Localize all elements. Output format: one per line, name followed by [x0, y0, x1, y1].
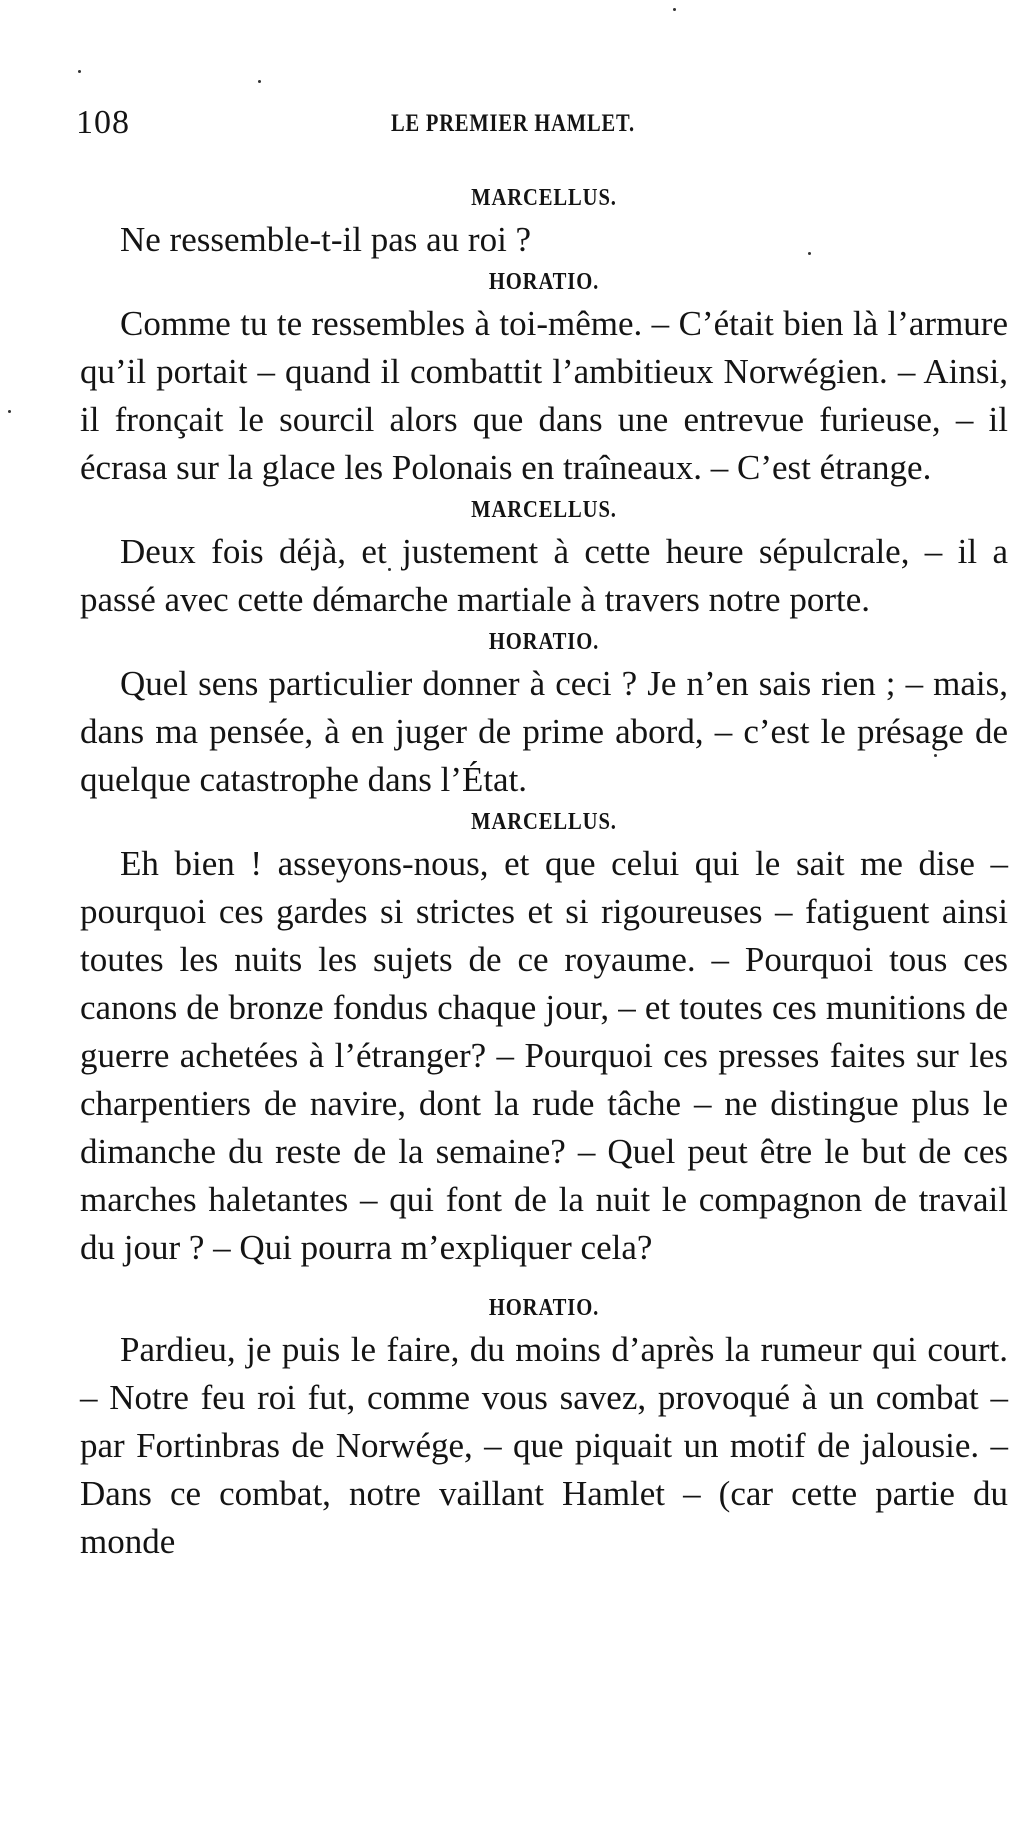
speech-block — [80, 1290, 1008, 1566]
print-speck — [258, 80, 261, 83]
speaker-name: HORATIO. — [488, 1295, 600, 1321]
print-speck — [78, 70, 81, 73]
speech-block — [80, 492, 1008, 624]
speech-block — [80, 804, 1008, 1272]
speaker-name: MARCELLUS. — [471, 809, 617, 835]
running-title: LE PREMIER HAMLET. — [391, 110, 635, 137]
speech-block — [80, 180, 1008, 264]
speaker-name: MARCELLUS. — [471, 497, 617, 523]
page-number: 108 — [76, 104, 130, 141]
speech-text: Comme tu te ressembles à toi-même. – C’était bien là l’armure qu’il portait – quand il combattit l’ambitieux Norwégien. – Ainsi, il fronçait le sourcil alors que dans une entrevue furieuse, – il écrasa sur la glace les Polonais en traîneaux. – C’est étrange. — [80, 304, 1008, 487]
print-speck — [673, 8, 676, 11]
page-header — [76, 104, 996, 144]
speech-block — [80, 624, 1008, 804]
speech-text: Quel sens particulier donner à ceci ? Je n’en sais rien ; – mais, dans ma pensée, à en juger de prime abord, – c’est le présage de quelque catastrophe dans l’État. — [80, 664, 1008, 799]
speaker-name: MARCELLUS. — [471, 185, 617, 211]
speech-text: Eh bien ! asseyons-nous, et que celui qui le sait me dise – pourquoi ces gardes si strictes et si rigoureuses – fatiguent ainsi toutes les nuits les sujets de ce royaume. – Pourquoi tous ces canons de bronze fondus chaque jour, – et toutes ces munitions de guerre achetées à l’étranger? – Pourquoi ces presses faites sur les charpentiers de navire, dont la rude tâche – ne distingue plus le dimanche du reste de la semaine? – Quel peut être le but de ces marches haletantes – qui font de la nuit le compagnon de travail du jour ? – Qui pourra m’expliquer cela? — [80, 844, 1008, 1267]
speech-text: Pardieu, je puis le faire, du moins d’après la rumeur qui court. – Notre feu roi fut, comme vous savez, provoqué à un combat – par Fortinbras de Norwége, – que piquait un motif de jalousie. – Dans ce combat, notre vaillant Hamlet – (car cette partie du monde — [80, 1330, 1008, 1561]
speech-block — [80, 264, 1008, 492]
page-body — [80, 180, 1008, 1566]
speaker-name: HORATIO. — [488, 269, 600, 295]
speaker-name: HORATIO. — [488, 629, 600, 655]
speech-text: Deux fois déjà, et justement à cette heure sépulcrale, – il a passé avec cette démarche martiale à travers notre porte. — [80, 532, 1008, 619]
print-speck — [8, 410, 11, 413]
speech-text: Ne ressemble-t-il pas au roi ? — [120, 220, 532, 259]
